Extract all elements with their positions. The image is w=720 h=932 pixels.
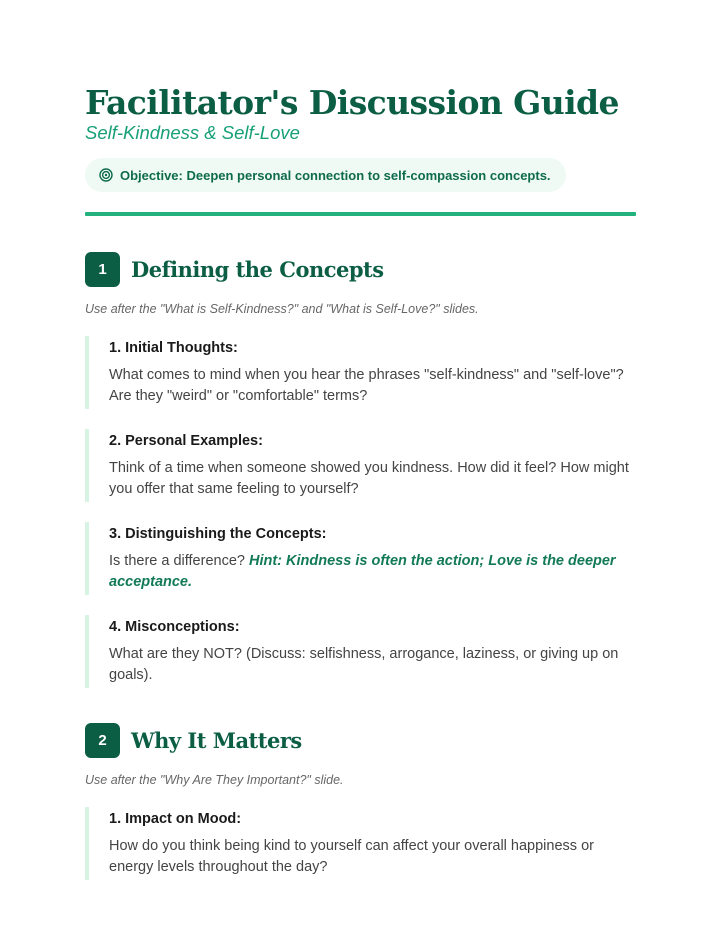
question-text-with-hint	[109, 551, 636, 593]
question-title: 2. Personal Examples:	[109, 433, 263, 449]
section-title: Defining the Concepts	[131, 256, 384, 282]
question-title: 3. Distinguishing the Concepts:	[109, 526, 327, 542]
discussion-question	[85, 522, 636, 595]
page-subtitle: Self-Kindness & Self-Love	[85, 122, 300, 143]
section-heading	[85, 251, 636, 287]
discussion-question	[85, 615, 636, 688]
question-text: How do you think being kind to yourself can affect your overall happiness or energy levels throughout the day?	[109, 838, 594, 875]
header-divider	[85, 212, 636, 216]
guide-page	[85, 82, 636, 880]
target-icon	[99, 168, 113, 182]
question-title: 4. Misconceptions:	[109, 619, 240, 635]
section-note: Use after the "Why Are They Important?" slide.	[85, 773, 344, 787]
question-title: 1. Initial Thoughts:	[109, 340, 238, 356]
page-title: Facilitator's Discussion Guide	[85, 83, 619, 122]
section-defining-concepts	[85, 251, 636, 688]
question-hint: Hint: Kindness is often the action; Love is the deeper acceptance.	[109, 553, 616, 590]
section-number-badge: 1	[85, 252, 120, 287]
question-text: What comes to mind when you hear the phrases "self-kindness" and "self-love"? Are they "weird" or "comfortable" terms?	[109, 367, 624, 404]
section-title: Why It Matters	[131, 727, 302, 753]
objective-text: Objective: Deepen personal connection to self-compassion concepts.	[120, 167, 551, 183]
discussion-question	[85, 807, 636, 880]
question-text: Is there a difference?	[109, 553, 245, 569]
section-why-it-matters	[85, 722, 636, 880]
question-text: What are they NOT? (Discuss: selfishness, arrogance, laziness, or giving up on goals).	[109, 646, 619, 683]
discussion-question	[85, 429, 636, 502]
discussion-question	[85, 336, 636, 409]
question-title: 1. Impact on Mood:	[109, 811, 242, 827]
section-note: Use after the "What is Self-Kindness?" and "What is Self-Love?" slides.	[85, 302, 479, 316]
section-heading	[85, 722, 636, 758]
question-text: Think of a time when someone showed you kindness. How did it feel? How might you offer that same feeling to yourself?	[109, 460, 629, 497]
section-number-badge: 2	[85, 723, 120, 758]
objective-pill	[85, 158, 566, 192]
